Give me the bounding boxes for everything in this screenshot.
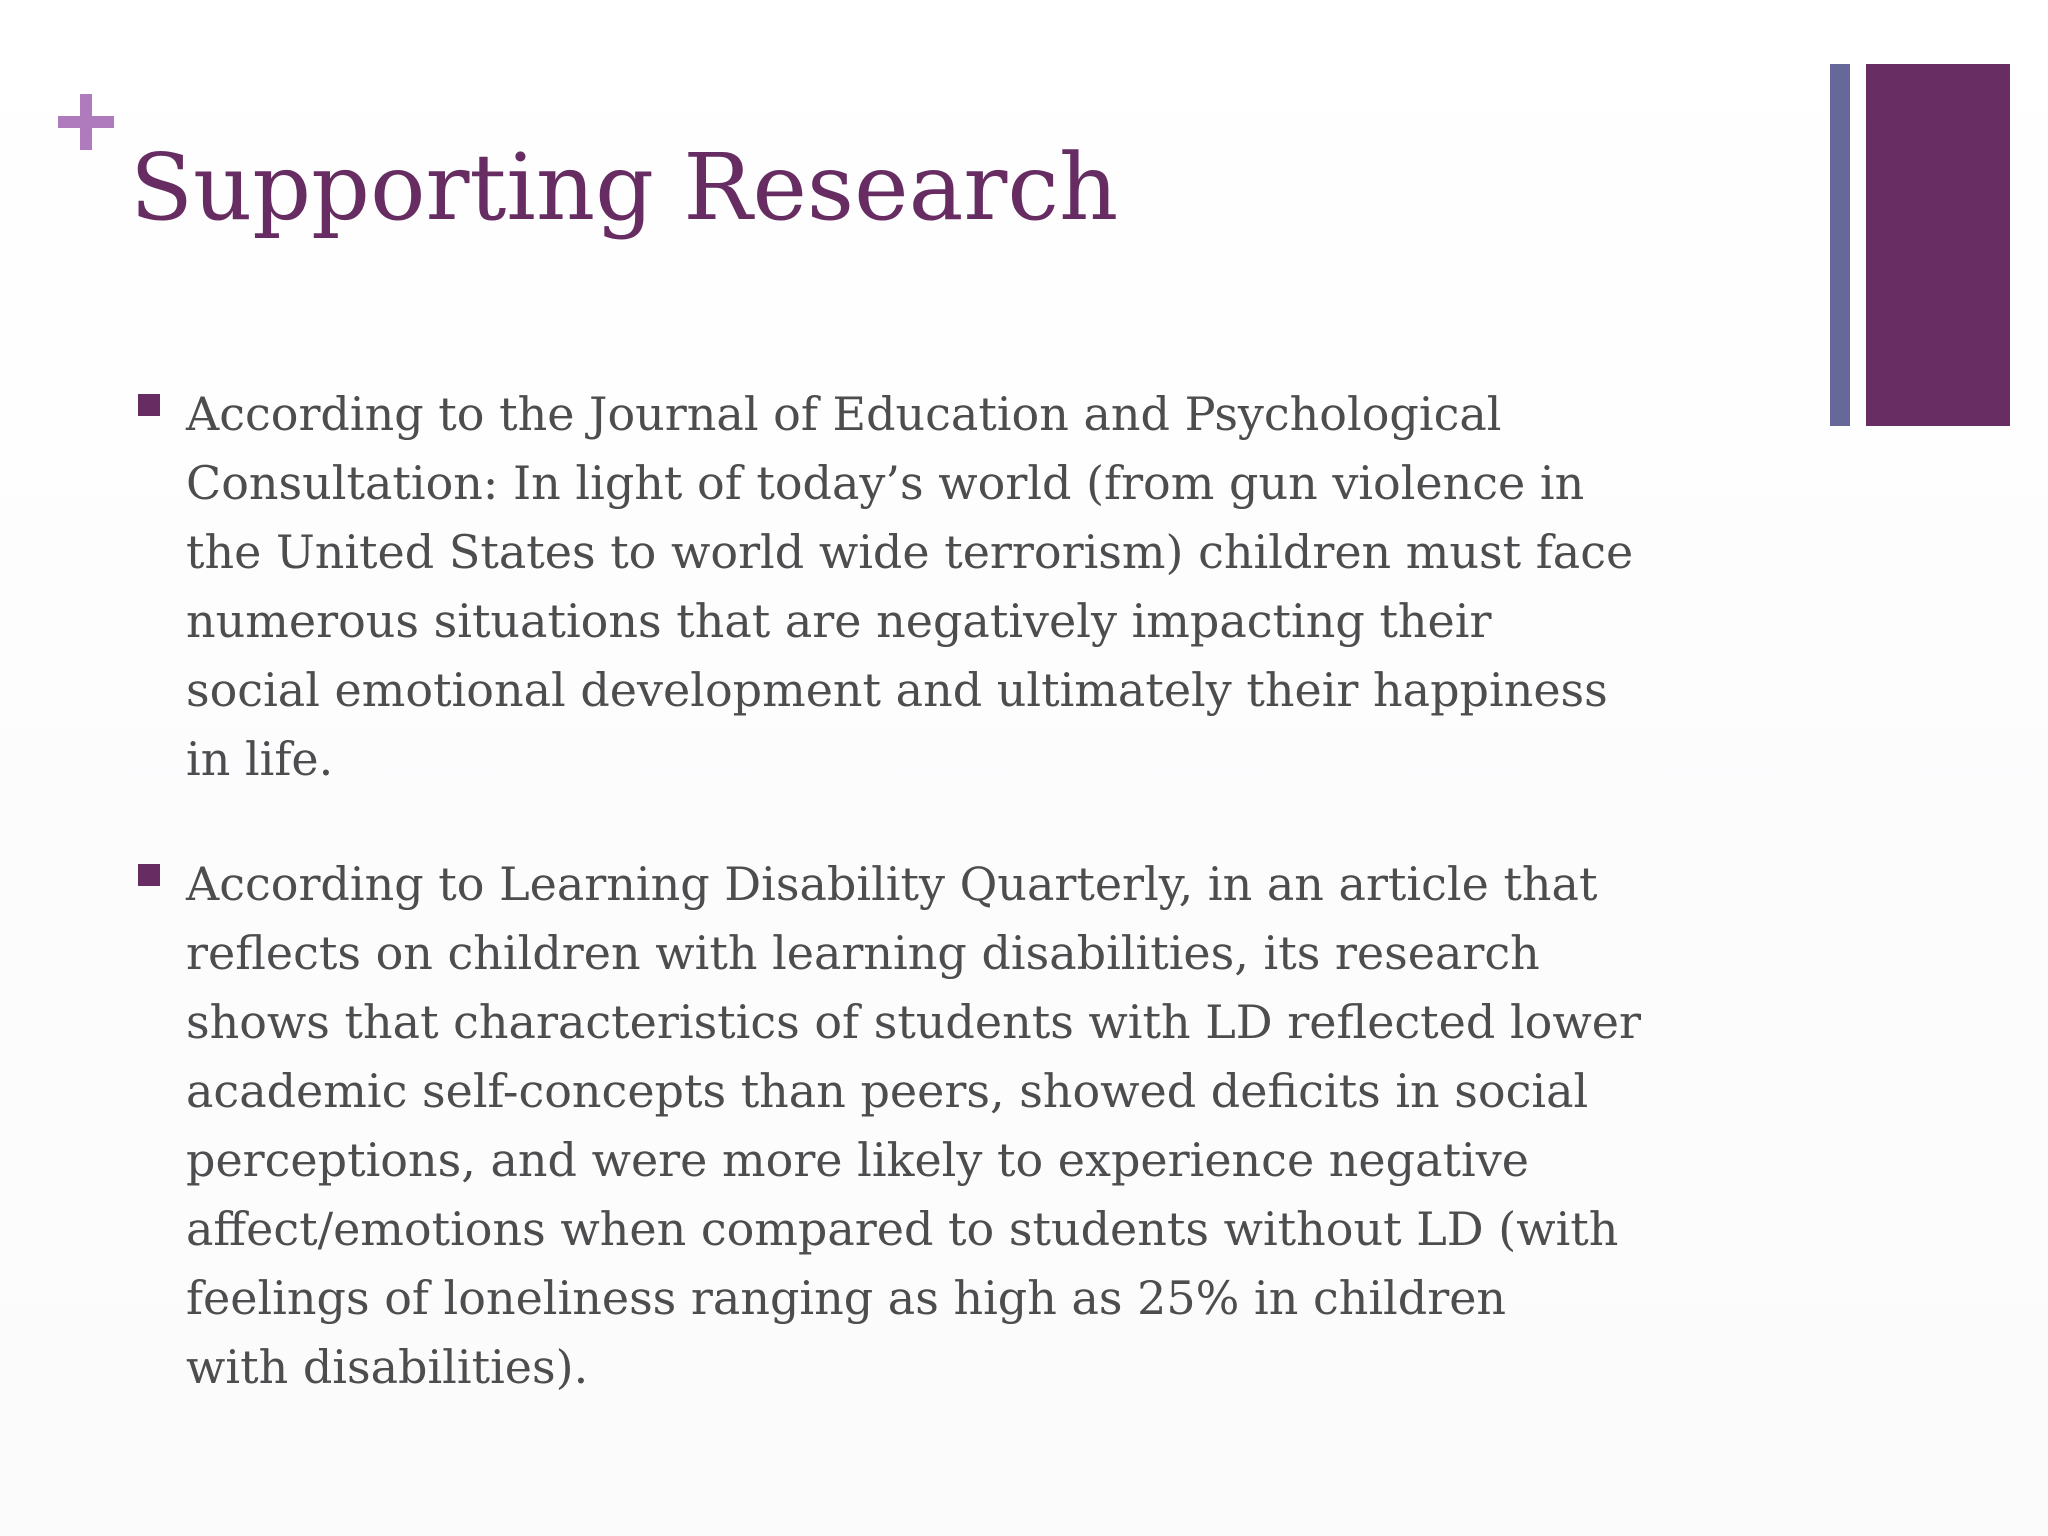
plus-icon	[58, 94, 114, 150]
slide-title: Supporting Research	[130, 134, 1119, 241]
accent-bar-thin	[1830, 64, 1850, 426]
bullet-list	[138, 380, 1798, 1458]
bullet-text: According to the Journal of Education and Psychological Consultation: In light of today’s world (from gun violence in the United States to world wide terrorism) children must face numerous situations that are negatively impacting their social emotional development and ultimately their happiness in life.	[186, 387, 1634, 786]
square-bullet-icon	[138, 394, 160, 416]
list-item	[138, 380, 1798, 794]
square-bullet-icon	[138, 864, 160, 886]
bullet-text: According to Learning Disability Quarterly, in an article that reflects on children with learning disabilities, its research shows that characteristics of students with LD reflected lower academic self-concepts than peers, showed deficits in social perceptions, and were more likely to experience negative affect/emotions when compared to students without LD (with feelings of loneliness ranging as high as 25% in children with disabilities).	[186, 857, 1641, 1394]
list-item	[138, 850, 1798, 1402]
accent-bar-thick	[1866, 64, 2010, 426]
